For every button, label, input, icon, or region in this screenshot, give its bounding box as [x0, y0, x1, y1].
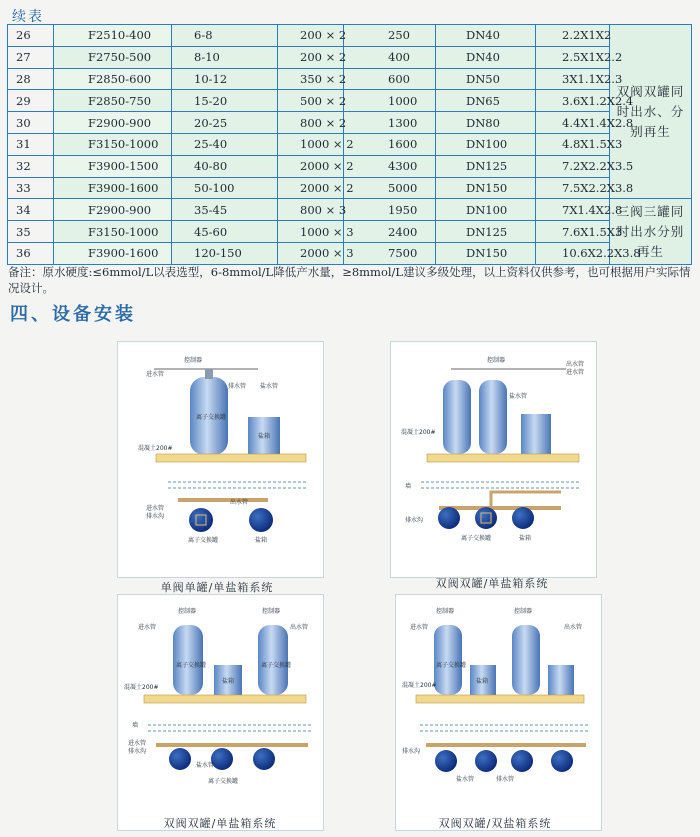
brine-label-plan: 盐水管 — [196, 762, 215, 769]
ion-exchange-tank-2 — [479, 380, 507, 454]
tank-label-2: 离子交换罐 — [261, 662, 292, 669]
table-cell: 120-150 — [172, 242, 278, 264]
table-cell: F2850-750 — [54, 90, 172, 112]
table-cell: DN100 — [436, 133, 536, 155]
ion-exchange-tank-1 — [443, 380, 471, 454]
outlet-label: 出水管 — [290, 624, 309, 631]
table-cell: 28 — [8, 68, 54, 90]
table-cell: 2000 × 2 — [278, 155, 344, 177]
table-cell: 4300 — [344, 155, 436, 177]
salt-label: 盐箱 — [222, 678, 235, 685]
drain-label-plan: 排水管 — [496, 776, 515, 783]
table-cell: F2510-400 — [54, 25, 172, 47]
drain-ditch-label: 排水沟 — [402, 748, 421, 755]
brine-label: 盐水管 — [260, 383, 279, 390]
controller-label-1: 控制器 — [178, 608, 197, 615]
table-row — [8, 221, 692, 243]
table-cell: DN40 — [436, 25, 536, 47]
table-row — [8, 46, 692, 68]
controller-label-2: 控制器 — [514, 608, 533, 615]
table-cell: 35-45 — [172, 199, 278, 221]
tank-label-1: 离子交换罐 — [436, 662, 467, 669]
table-cell: 250 — [344, 25, 436, 47]
tank-label-plan: 离子交换罐 — [461, 535, 492, 542]
table-cell: 2000 × 3 — [278, 242, 344, 264]
table-cell: 2.5X1X2.2 — [536, 46, 610, 68]
inlet-label: 进水管 — [138, 624, 157, 631]
wall-label: 墙 — [132, 722, 139, 729]
salt-label-1: 盐箱 — [476, 678, 489, 685]
table-cell: 2.2X1X2 — [536, 25, 610, 47]
inlet-label-plan: 进水管 — [146, 505, 165, 512]
tank-label-1: 离子交换罐 — [176, 662, 207, 669]
controller-label: 控制器 — [487, 357, 506, 364]
table-cell: 1000 × 3 — [278, 221, 344, 243]
drain-ditch-label: 排水沟 — [128, 748, 147, 755]
table-cell: F2900-900 — [54, 112, 172, 134]
table-cell: DN65 — [436, 90, 536, 112]
salt-box-2 — [548, 665, 574, 695]
table-row — [8, 133, 692, 155]
table-cell: 10-12 — [172, 68, 278, 90]
table-cell: 600 — [344, 68, 436, 90]
table-cell: F2850-600 — [54, 68, 172, 90]
table-cell: DN50 — [436, 68, 536, 90]
table-cell: 3.6X1.2X2.4 — [536, 90, 610, 112]
caption-d2: 双阀双罐/单盐箱系统 — [435, 577, 549, 590]
table-cell: DN150 — [436, 177, 536, 199]
tank-label-plan: 离子交换罐 — [208, 778, 239, 785]
ion-exchange-tank-1 — [434, 625, 462, 695]
table-row — [8, 242, 692, 264]
table-cell: 5000 — [344, 177, 436, 199]
outlet-label: 出水管 — [564, 624, 583, 631]
table-cell: 27 — [8, 46, 54, 68]
table-cell: 350 × 2 — [278, 68, 344, 90]
drain-ditch-label: 排水沟 — [146, 513, 165, 520]
table-cell: 45-60 — [172, 221, 278, 243]
table-cell: 40-80 — [172, 155, 278, 177]
table-row — [8, 90, 692, 112]
table-cell: 800 × 2 — [278, 112, 344, 134]
remark-triple-valve: 三阀三罐同时出水分别再生 — [610, 199, 692, 264]
table-cell: 2000 × 2 — [278, 177, 344, 199]
caption-d1: 单阀单罐/单盐箱系统 — [160, 581, 274, 594]
spec-table — [7, 24, 692, 265]
table-cell: 35 — [8, 221, 54, 243]
inlet-label-plan: 进水管 — [128, 740, 147, 747]
table-cell: 3X1.1X2.3 — [536, 68, 610, 90]
controller-label: 控制器 — [184, 357, 203, 364]
diagram-double-valve-single-salt — [117, 594, 324, 831]
table-cell: 7.5X2.2X3.8 — [536, 177, 610, 199]
diagram-single-valve-single-tank — [117, 341, 324, 578]
table-cell: 7.2X2.2X3.5 — [536, 155, 610, 177]
table-cell: DN150 — [436, 242, 536, 264]
table-row — [8, 177, 692, 199]
section-title: 四、设备安装 — [10, 304, 136, 325]
remark-double-valve: 双阀双罐同时出水、分别再生 — [610, 25, 692, 199]
table-cell: F3900-1500 — [54, 155, 172, 177]
table-cell: 6-8 — [172, 25, 278, 47]
tank-label-plan: 离子交换罐 — [188, 537, 219, 544]
wall-label: 墙 — [405, 483, 412, 490]
table-cell: 31 — [8, 133, 54, 155]
outlet-label: 出水管 — [566, 361, 585, 368]
table-cell: 1600 — [344, 133, 436, 155]
table-cell: F3150-1000 — [54, 133, 172, 155]
table-cell: DN80 — [436, 112, 536, 134]
table-row — [8, 112, 692, 134]
table-cell: 7500 — [344, 242, 436, 264]
table-cell: F3900-1600 — [54, 242, 172, 264]
table-cell: 36 — [8, 242, 54, 264]
table-cell: 200 × 2 — [278, 25, 344, 47]
ion-exchange-tank-1 — [173, 625, 203, 695]
brine-label-plan: 盐水管 — [456, 776, 475, 783]
table-cell: 33 — [8, 177, 54, 199]
salt-label-plan: 盐箱 — [519, 535, 532, 542]
table-cell: 25-40 — [172, 133, 278, 155]
table-cell: 26 — [8, 25, 54, 47]
table-cell: F2900-900 — [54, 199, 172, 221]
drain-label: 排水管 — [228, 383, 247, 390]
controller-label-1: 控制器 — [436, 608, 455, 615]
table-cell: 32 — [8, 155, 54, 177]
table-cell: 15-20 — [172, 90, 278, 112]
table-row — [8, 199, 692, 221]
diagram-double-valve-double-salt — [395, 594, 602, 831]
table-cell: 30 — [8, 112, 54, 134]
table-cell: 8-10 — [172, 46, 278, 68]
table-cell: 1000 — [344, 90, 436, 112]
table-cell: DN40 — [436, 46, 536, 68]
table-row — [8, 155, 692, 177]
table-cell: 4.4X1.4X2.8 — [536, 112, 610, 134]
outlet-label: 出水管 — [230, 499, 249, 506]
ion-exchange-tank-2 — [258, 625, 288, 695]
caption-d3: 双阀双罐/单盐箱系统 — [163, 817, 277, 830]
table-cell: 7.6X1.5X3 — [536, 221, 610, 243]
table-row — [8, 68, 692, 90]
salt-box — [521, 414, 551, 454]
salt-label-plan: 盐箱 — [255, 537, 268, 544]
table-cell: 50-100 — [172, 177, 278, 199]
table-cell: F2750-500 — [54, 46, 172, 68]
concrete-label: 混凝土200# — [138, 445, 173, 452]
brine-label: 盐水管 — [509, 393, 528, 400]
tank-label: 离子交换罐 — [196, 414, 227, 421]
table-cell: DN100 — [436, 199, 536, 221]
caption-d4: 双阀双罐/双盐箱系统 — [438, 817, 552, 830]
ion-exchange-tank-2 — [512, 625, 540, 695]
table-cell: 34 — [8, 199, 54, 221]
salt-label: 盐箱 — [258, 433, 271, 440]
table-cell: 10.6X2.2X3.8 — [536, 242, 610, 264]
table-cell: DN125 — [436, 155, 536, 177]
table-cell: 800 × 3 — [278, 199, 344, 221]
table-note: 备注：原水硬度:≤6mmol/L以表选型，6-8mmol/L降低产水量，≥8mmol/L建议多级处理，以上资料仅供参考，也可根据用户实际情况设计。 — [8, 265, 691, 295]
inlet-label: 进水管 — [146, 371, 165, 378]
concrete-label: 混凝土200# — [401, 429, 436, 436]
table-cell: DN125 — [436, 221, 536, 243]
table-cell: F3150-1000 — [54, 221, 172, 243]
concrete-label: 混凝土200# — [402, 682, 437, 689]
table-cell: 1950 — [344, 199, 436, 221]
table-cell: 29 — [8, 90, 54, 112]
table-cell: 500 × 2 — [278, 90, 344, 112]
table-cell: 7X1.4X2.8 — [536, 199, 610, 221]
table-row — [8, 25, 692, 47]
table-cell: 1000 × 2 — [278, 133, 344, 155]
table-cell: 200 × 2 — [278, 46, 344, 68]
inlet-label: 进水管 — [566, 369, 585, 376]
table-cell: 2400 — [344, 221, 436, 243]
table-cell: 20-25 — [172, 112, 278, 134]
diagram-double-valve-double-tank-single-salt — [390, 341, 597, 578]
table-cell: 1300 — [344, 112, 436, 134]
drain-ditch-label: 排水沟 — [405, 517, 424, 524]
table-cell: F3900-1600 — [54, 177, 172, 199]
controller-label-2: 控制器 — [262, 608, 281, 615]
inlet-label: 进水管 — [410, 624, 429, 631]
concrete-label: 混凝土200# — [124, 684, 159, 691]
table-cell: 400 — [344, 46, 436, 68]
continued-label: 续表 — [12, 9, 44, 25]
table-cell: 4.8X1.5X3 — [536, 133, 610, 155]
